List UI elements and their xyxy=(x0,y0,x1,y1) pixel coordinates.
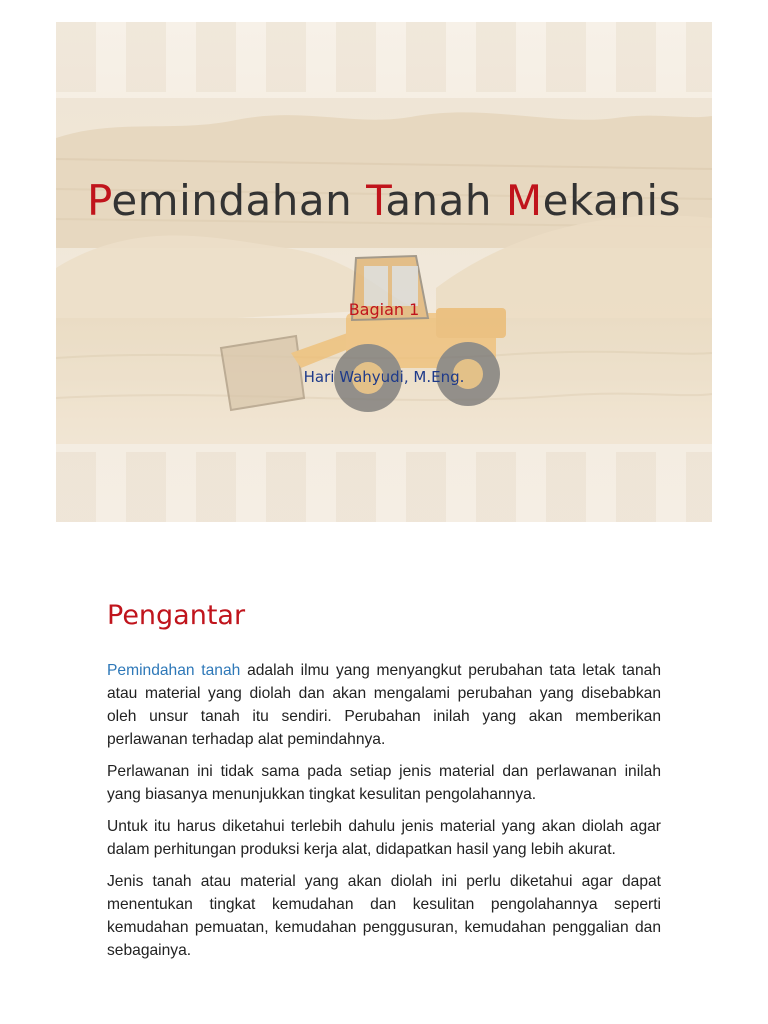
wheel-loader-quarry-image xyxy=(56,98,712,444)
title-slide xyxy=(56,98,712,444)
paragraph-3: Untuk itu harus diketahui terlebih dahulu jenis material yang akan diolah agar dalam perhitungan produksi kerja alat, didapatkan hasil yang lebih akurat. xyxy=(107,818,661,858)
slide-subtitle: Bagian 1 xyxy=(348,300,420,319)
slide-author: Hari Wahyudi, M.Eng. xyxy=(303,368,465,386)
title-word-3: Mekanis xyxy=(505,176,681,225)
paragraph-1: Pemindahan tanah adalah ilmu yang menyangkut perubahan tata letak tanah atau material yang diolah dan akan mengalami perubahan yang disebabkan oleh unsur tanah itu sendiri. Perubahan inilah yang akan memberikan perlawanan terhadap alat pemindahnya. xyxy=(107,662,661,748)
slide-title xyxy=(56,176,712,225)
intro-section xyxy=(107,600,661,971)
title-word-1: Pemindahan xyxy=(87,176,367,225)
section-heading: Pengantar xyxy=(107,600,246,631)
paragraph-2: Perlawanan ini tidak sama pada setiap jenis material dan perlawanan inilah yang biasanya menunjukkan tingkat kesulitan pengolahannya. xyxy=(107,763,661,803)
paragraph-4: Jenis tanah atau material yang akan diolah ini perlu diketahui agar dapat menentukan tingkat kemudahan dan kesulitan pengolahannya seperti kemudahan pemuatan, kemudahan penggusuran, kemudahan penggalian dan sebagainya. xyxy=(107,873,661,959)
title-word-2: Tanah xyxy=(366,176,506,225)
highlight-term: Pemindahan tanah xyxy=(107,662,241,679)
